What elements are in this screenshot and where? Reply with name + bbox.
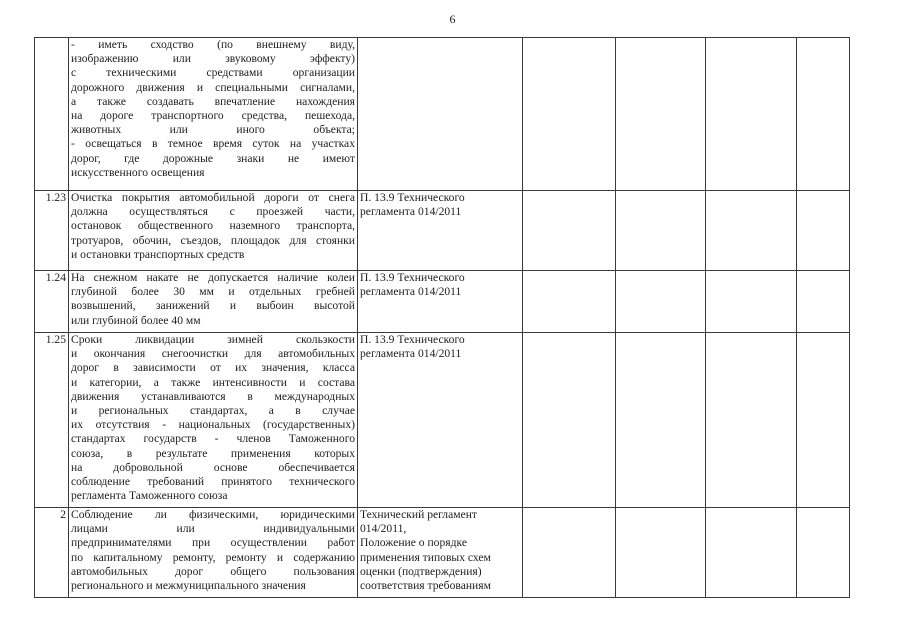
requirement-cell	[69, 333, 358, 508]
requirement-text-line: Соблюдение ли физическими, юридическими	[71, 508, 355, 521]
item-number-cell	[35, 38, 69, 191]
page-number: 6	[449, 12, 456, 26]
requirement-text-line: изображению или звуковому эффекту)	[71, 52, 355, 66]
requirement-text-line: Сроки ликвидации зимней скользкости	[71, 333, 355, 346]
requirement-cell	[69, 508, 358, 598]
table-row	[35, 191, 850, 271]
requirement-text-line: и категории, а также интенсивности и состава	[71, 375, 355, 389]
item-number-cell	[35, 191, 69, 271]
reference-text-line: оценки (подтверждения)	[360, 564, 482, 578]
empty-cell	[706, 271, 797, 333]
requirement-text-line: на дороге транспортного средства, пешехода,	[71, 109, 355, 123]
empty-cell	[797, 508, 850, 598]
requirement-cell	[69, 191, 358, 271]
requirement-text-line: союза, в результате применения которых	[71, 446, 355, 460]
reference-text-line: Технический регламент	[360, 508, 477, 521]
item-number-cell	[35, 333, 69, 508]
item-number: 1.24	[45, 271, 66, 284]
requirement-cell	[69, 38, 358, 191]
reference-cell	[358, 271, 523, 333]
item-number-cell	[35, 271, 69, 333]
requirement-text-line: возвышений, занижений и выбоин высотой	[71, 299, 355, 313]
empty-cell	[797, 271, 850, 333]
empty-cell	[706, 191, 797, 271]
requirement-text-line: соблюдение требований принятого технического	[71, 475, 355, 489]
reference-text-line: регламента 014/2011	[360, 347, 462, 361]
requirement-text-line: их отсутствия - национальных (государственных)	[71, 418, 355, 432]
reference-text-line: П. 13.9 Технического	[360, 191, 465, 204]
reference-text-line: П. 13.9 Технического	[360, 271, 465, 284]
reference-text-line: регламента 014/2011	[360, 205, 462, 219]
requirement-text-line: на добровольной основе обеспечивается	[71, 460, 355, 474]
requirement-text-line: движения устанавливаются в международных	[71, 389, 355, 403]
requirement-text-line: и остановки транспортных средств	[71, 247, 245, 261]
empty-cell	[523, 38, 616, 191]
empty-cell	[616, 333, 706, 508]
requirement-text-line: с техническими средствами организации	[71, 66, 355, 80]
requirement-text-line: дорог, где дорожные знаки не имеют	[71, 151, 355, 165]
reference-cell	[358, 508, 523, 598]
requirement-text-line: Очистка покрытия автомобильной дороги от снега	[71, 191, 355, 204]
empty-cell	[523, 333, 616, 508]
requirement-text-line: или глубиной более 40 мм	[71, 313, 201, 327]
reference-text-line: применения типовых схем	[360, 550, 491, 564]
empty-cell	[797, 191, 850, 271]
requirement-text-line: остановок общественного наземного транспорта,	[71, 219, 355, 233]
empty-cell	[797, 333, 850, 508]
empty-cell	[706, 38, 797, 191]
table-row	[35, 508, 850, 598]
empty-cell	[523, 271, 616, 333]
requirement-text-line: дорог в зависимости от их значения, класса	[71, 361, 355, 375]
item-number: 1.25	[45, 333, 66, 346]
requirement-text-line: а также создавать впечатление нахождения	[71, 94, 355, 108]
empty-cell	[616, 271, 706, 333]
empty-cell	[797, 38, 850, 191]
requirement-text-line: На снежном накате не допускается наличие колеи	[71, 271, 355, 284]
requirements-table	[34, 37, 850, 598]
requirement-text-line: дорожного движения и специальными сигналами,	[71, 80, 355, 94]
requirement-text-line: лицами или индивидуальными	[71, 522, 355, 536]
table-row	[35, 333, 850, 508]
empty-cell	[523, 508, 616, 598]
table-body	[35, 38, 850, 598]
reference-text-line: соответствия требованиям	[360, 579, 491, 593]
requirement-text-line: стандартах государств - членов Таможенного	[71, 432, 355, 446]
reference-cell	[358, 38, 523, 191]
requirement-text-line: предпринимателями при осуществлении работ	[71, 536, 355, 550]
requirement-text-line: регламента Таможенного союза	[71, 489, 228, 503]
reference-cell	[358, 191, 523, 271]
empty-cell	[616, 38, 706, 191]
requirement-text-line: по капитальному ремонту, ремонту и содержанию	[71, 550, 355, 564]
reference-text-line: регламента 014/2011	[360, 285, 462, 299]
reference-text-line: Положение о порядке	[360, 536, 467, 550]
requirement-text-line: должна осуществляться с проезжей части,	[71, 205, 355, 219]
empty-cell	[616, 508, 706, 598]
item-number-cell	[35, 508, 69, 598]
reference-cell	[358, 333, 523, 508]
item-number: 1.23	[45, 191, 66, 204]
requirement-text-line: и окончания снегоочистки для автомобильных	[71, 347, 355, 361]
requirement-cell	[69, 271, 358, 333]
table-row	[35, 271, 850, 333]
requirement-text-line: искусственного освещения	[71, 165, 205, 179]
requirement-text-line: тротуаров, обочин, съездов, площадок для стоянки	[71, 233, 355, 247]
empty-cell	[523, 191, 616, 271]
requirement-text-line: и региональных стандартах, а в случае	[71, 404, 355, 418]
requirement-text-line: - освещаться в темное время суток на участках	[71, 137, 355, 151]
reference-text-line: П. 13.9 Технического	[360, 333, 465, 346]
empty-cell	[706, 333, 797, 508]
requirement-text-line: регионального и межмуниципального значения	[71, 579, 306, 593]
empty-cell	[706, 508, 797, 598]
requirement-text-line: - иметь сходство (по внешнему виду,	[71, 38, 355, 51]
requirement-text-line: автомобильных дорог общего пользования	[71, 564, 355, 578]
requirement-text-line: глубиной более 30 мм и отдельных гребней	[71, 285, 355, 299]
table-row	[35, 38, 850, 191]
reference-text-line: 014/2011,	[360, 522, 407, 536]
item-number: 2	[60, 508, 66, 521]
requirement-text-line: животных или иного объекта;	[71, 123, 355, 137]
empty-cell	[616, 191, 706, 271]
